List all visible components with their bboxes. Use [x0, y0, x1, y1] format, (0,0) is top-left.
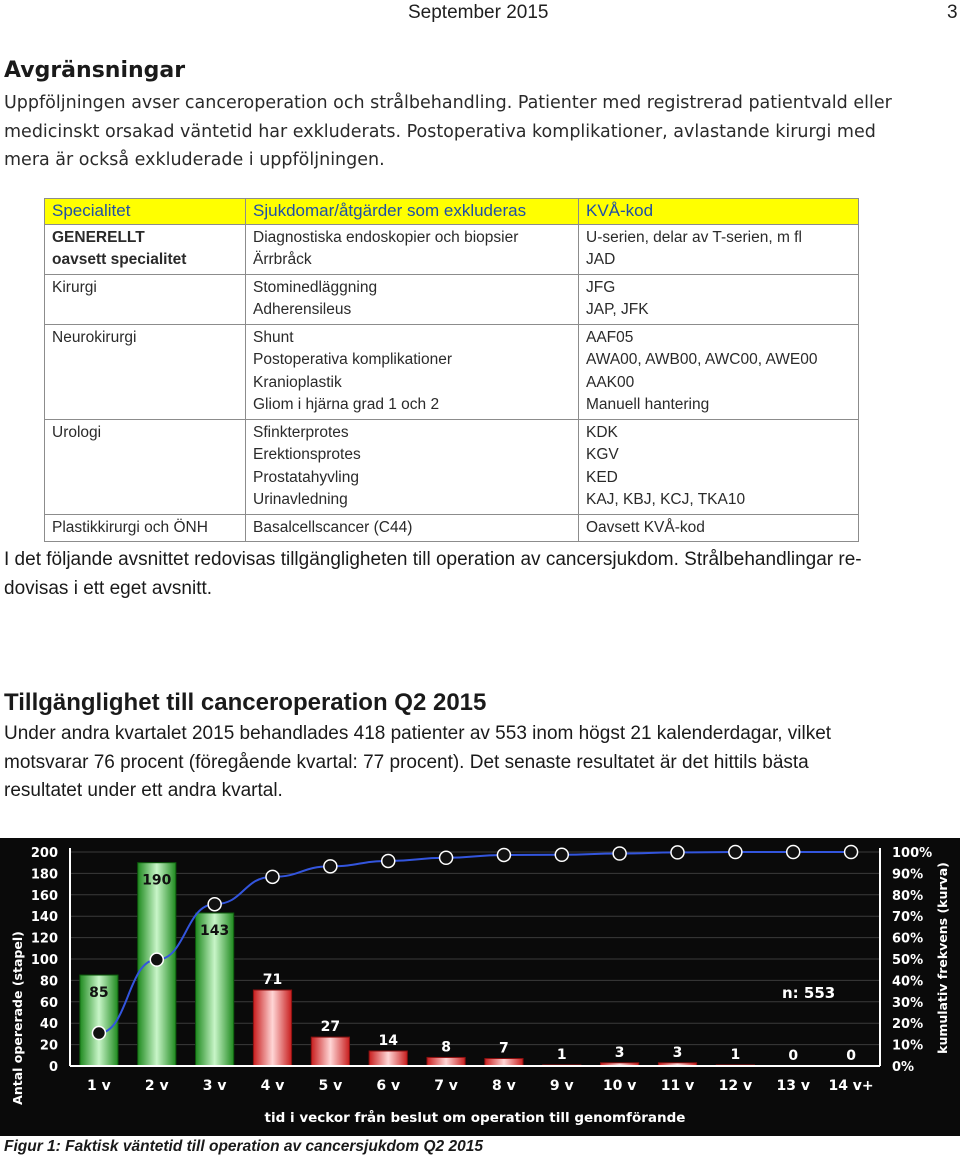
- table-header-kva-code: KVÅ-kod: [579, 199, 859, 225]
- table-cell-specialty: [45, 274, 246, 324]
- cumulative-point: [671, 846, 684, 859]
- table-cell-codes: [579, 274, 859, 324]
- table-cell-conditions: [246, 274, 579, 324]
- table-row: [45, 514, 859, 542]
- y2-tick-label: 100%: [892, 846, 933, 861]
- cell-line: Diagnostiska endoskopier och biopsier: [253, 228, 519, 246]
- section-body-avgransningar: [4, 89, 954, 175]
- y2-tick-label: 90%: [892, 867, 924, 883]
- cell-line: AAF05: [586, 328, 634, 346]
- y2-tick-label: 10%: [892, 1038, 924, 1054]
- table-cell-codes: [579, 224, 859, 274]
- x-tick-label: 4 v: [260, 1078, 285, 1094]
- table-cell-specialty: [45, 419, 246, 514]
- body-line: I det följande avsnittet redovisas tillgängligheten till operation av cancersjukdom. Strålbehandlingar re-: [4, 549, 862, 570]
- bar-value-label: 7: [499, 1040, 509, 1057]
- cell-line: oavsett specialitet: [52, 251, 187, 268]
- cell-line: Kranioplastik: [253, 373, 342, 391]
- bar-value-label: 8: [441, 1039, 451, 1056]
- x-axis-title: tid i veckor från beslut om operation till genomförande: [264, 1110, 686, 1126]
- table-cell-codes: [579, 324, 859, 419]
- table-row: [45, 419, 859, 514]
- table-row: [45, 324, 859, 419]
- y-tick-label: 120: [30, 931, 58, 947]
- table-cell-specialty: [45, 224, 246, 274]
- cumulative-point: [613, 847, 626, 860]
- cumulative-point: [787, 846, 800, 859]
- cell-line: U-serien, delar av T-serien, m fl: [586, 228, 802, 246]
- x-tick-label: 7 v: [434, 1078, 458, 1094]
- cell-line: Neurokirurgi: [52, 328, 137, 346]
- body-line: Uppföljningen avser canceroperation och strålbehandling. Patienter med registrerad patientvald eller: [4, 93, 892, 113]
- y2-tick-label: 50%: [892, 953, 924, 968]
- x-tick-label: 14 v+: [828, 1078, 874, 1094]
- cell-line: Manuell hantering: [586, 396, 710, 413]
- bar-4: [253, 990, 291, 1066]
- body-line: resultatet under ett andra kvartal.: [4, 780, 283, 801]
- cell-line: Postoperativa komplikationer: [253, 351, 453, 368]
- section-body-followup: [4, 546, 954, 603]
- y-tick-label: 160: [30, 888, 58, 904]
- exclusion-table: [44, 198, 859, 542]
- section-body-tillganglighet: [4, 720, 954, 806]
- cell-line: Erektionsprotes: [253, 446, 361, 463]
- y-tick-label: 60: [39, 995, 58, 1011]
- y2-tick-label: 20%: [892, 1017, 924, 1033]
- x-tick-label: 12 v: [718, 1078, 753, 1094]
- x-tick-label: 8 v: [492, 1078, 516, 1094]
- table-header-row: [45, 199, 859, 225]
- n-count-label: n: 553: [782, 984, 836, 1002]
- bar-8: [485, 1059, 523, 1066]
- cumulative-point: [208, 898, 221, 911]
- bar-value-label: 14: [378, 1033, 398, 1050]
- cumulative-point: [324, 860, 337, 873]
- section-title-avgransningar: Avgränsningar: [4, 58, 186, 83]
- table-cell-conditions: [246, 419, 579, 514]
- table-cell-conditions: [246, 514, 579, 542]
- cell-line: Kirurgi: [52, 278, 97, 296]
- table-cell-codes: [579, 514, 859, 542]
- bar-value-label: 3: [672, 1044, 683, 1061]
- bar-5: [311, 1037, 349, 1066]
- bar-value-label: 1: [730, 1046, 741, 1063]
- bar-value-label: 1: [556, 1046, 567, 1063]
- cell-line: JFG: [586, 278, 616, 296]
- table-cell-specialty: [45, 514, 246, 542]
- y2-tick-label: 80%: [892, 888, 924, 904]
- bar-value-label: 3: [614, 1044, 625, 1061]
- bar-7: [427, 1057, 465, 1066]
- cell-line: Ärrbråck: [253, 251, 312, 268]
- cell-line: KED: [586, 468, 618, 486]
- body-line: dovisas i ett eget avsnitt.: [4, 577, 213, 599]
- cumulative-point: [266, 870, 279, 883]
- bar-value-label: 190: [142, 872, 172, 889]
- table-header-conditions: Sjukdomar/åtgärder som exkluderas: [246, 199, 579, 225]
- x-tick-label: 9 v: [549, 1078, 574, 1094]
- y-axis-title: Antal opererade (stapel): [10, 931, 25, 1105]
- cumulative-point: [497, 848, 510, 861]
- y-tick-label: 80: [39, 974, 58, 990]
- cell-line: Plastikkirurgi och ÖNH: [52, 518, 208, 536]
- cell-line: Adherensileus: [253, 301, 352, 318]
- cell-line: Shunt: [253, 328, 294, 346]
- y2-tick-label: 40%: [892, 974, 924, 990]
- table-cell-specialty: [45, 324, 246, 419]
- y2-tick-label: 60%: [892, 931, 924, 947]
- table-row: [45, 224, 859, 274]
- x-tick-label: 3 v: [202, 1078, 227, 1094]
- cell-line: Urinavledning: [253, 491, 348, 508]
- y2-tick-label: 70%: [892, 910, 924, 926]
- cell-line: AWA00, AWB00, AWC00, AWE00: [586, 351, 818, 368]
- figure-caption: Figur 1: Faktisk väntetid till operation av cancersjukdom Q2 2015: [4, 1138, 483, 1155]
- cell-line: JAD: [586, 251, 616, 268]
- cell-line: Oavsett KVÅ-kod: [586, 518, 705, 536]
- y2-tick-label: 30%: [892, 995, 924, 1011]
- bar-value-label: 71: [262, 972, 283, 989]
- bar-6: [369, 1051, 407, 1066]
- bar-value-label: 27: [320, 1019, 341, 1036]
- cell-line: KDK: [586, 423, 618, 441]
- x-tick-label: 6 v: [376, 1078, 401, 1094]
- x-tick-label: 1 v: [87, 1078, 111, 1094]
- header-date: September 2015: [408, 2, 549, 23]
- bar-value-label: 143: [200, 922, 230, 939]
- x-tick-label: 11 v: [660, 1078, 695, 1094]
- cell-line: Urologi: [52, 423, 102, 441]
- x-tick-label: 10 v: [602, 1078, 637, 1094]
- cumulative-point: [150, 953, 163, 966]
- y2-tick-label: 0%: [892, 1060, 915, 1075]
- cumulative-point: [555, 848, 568, 861]
- table-cell-codes: [579, 419, 859, 514]
- body-line: motsvarar 76 procent (föregående kvartal: 77 procent). Det senaste resultatet är det hittils bästa: [4, 751, 809, 773]
- cell-line: JAP, JFK: [586, 301, 649, 318]
- cell-line: Gliom i hjärna grad 1 och 2: [253, 396, 440, 413]
- table-cell-conditions: [246, 224, 579, 274]
- cumulative-point: [382, 854, 395, 867]
- x-tick-label: 2 v: [144, 1078, 169, 1094]
- bar-value-label: 0: [846, 1048, 856, 1064]
- table-header-specialty: Specialitet: [45, 199, 246, 225]
- x-tick-label: 13 v: [776, 1078, 810, 1094]
- waiting-time-chart: [0, 838, 960, 1136]
- cumulative-point: [729, 846, 742, 859]
- y-tick-label: 0: [48, 1060, 58, 1075]
- cumulative-point: [845, 846, 858, 859]
- y-tick-label: 200: [30, 846, 58, 861]
- cell-line: Prostatahyvling: [253, 468, 359, 486]
- y-tick-label: 20: [39, 1038, 58, 1054]
- y-tick-label: 40: [39, 1017, 58, 1033]
- cumulative-point: [92, 1027, 105, 1040]
- cell-line: Stominedläggning: [253, 278, 378, 296]
- y-tick-label: 100: [30, 953, 58, 968]
- body-line: Under andra kvartalet 2015 behandlades 418 patienter av 553 inom högst 21 kalenderdagar, vilket: [4, 723, 832, 744]
- body-line: medicinskt orsakad väntetid har exkluderats. Postoperativa komplikationer, avlastande kirurgi med: [4, 121, 876, 142]
- cell-line: GENERELLT: [52, 228, 145, 246]
- y-tick-label: 180: [30, 867, 58, 883]
- cell-line: KAJ, KBJ, KCJ, TKA10: [586, 491, 746, 508]
- cell-line: Basalcellscancer (C44): [253, 518, 413, 536]
- bar-value-label: 0: [788, 1048, 799, 1064]
- page-number: 3: [947, 2, 958, 23]
- cumulative-point: [440, 851, 453, 864]
- y-tick-label: 140: [30, 910, 58, 926]
- cell-line: KGV: [586, 446, 619, 463]
- cell-line: AAK00: [586, 373, 635, 391]
- y2-axis-title: kumulativ frekvens (kurva): [935, 862, 950, 1054]
- section-title-tillganglighet: Tillgänglighet till canceroperation Q2 2015: [4, 689, 487, 716]
- cell-line: Sfinkterprotes: [253, 423, 349, 441]
- x-tick-label: 5 v: [318, 1078, 343, 1094]
- table-cell-conditions: [246, 324, 579, 419]
- body-line: mera är också exkluderade i uppföljningen.: [4, 150, 385, 170]
- bar-value-label: 85: [89, 985, 109, 1002]
- table-row: [45, 274, 859, 324]
